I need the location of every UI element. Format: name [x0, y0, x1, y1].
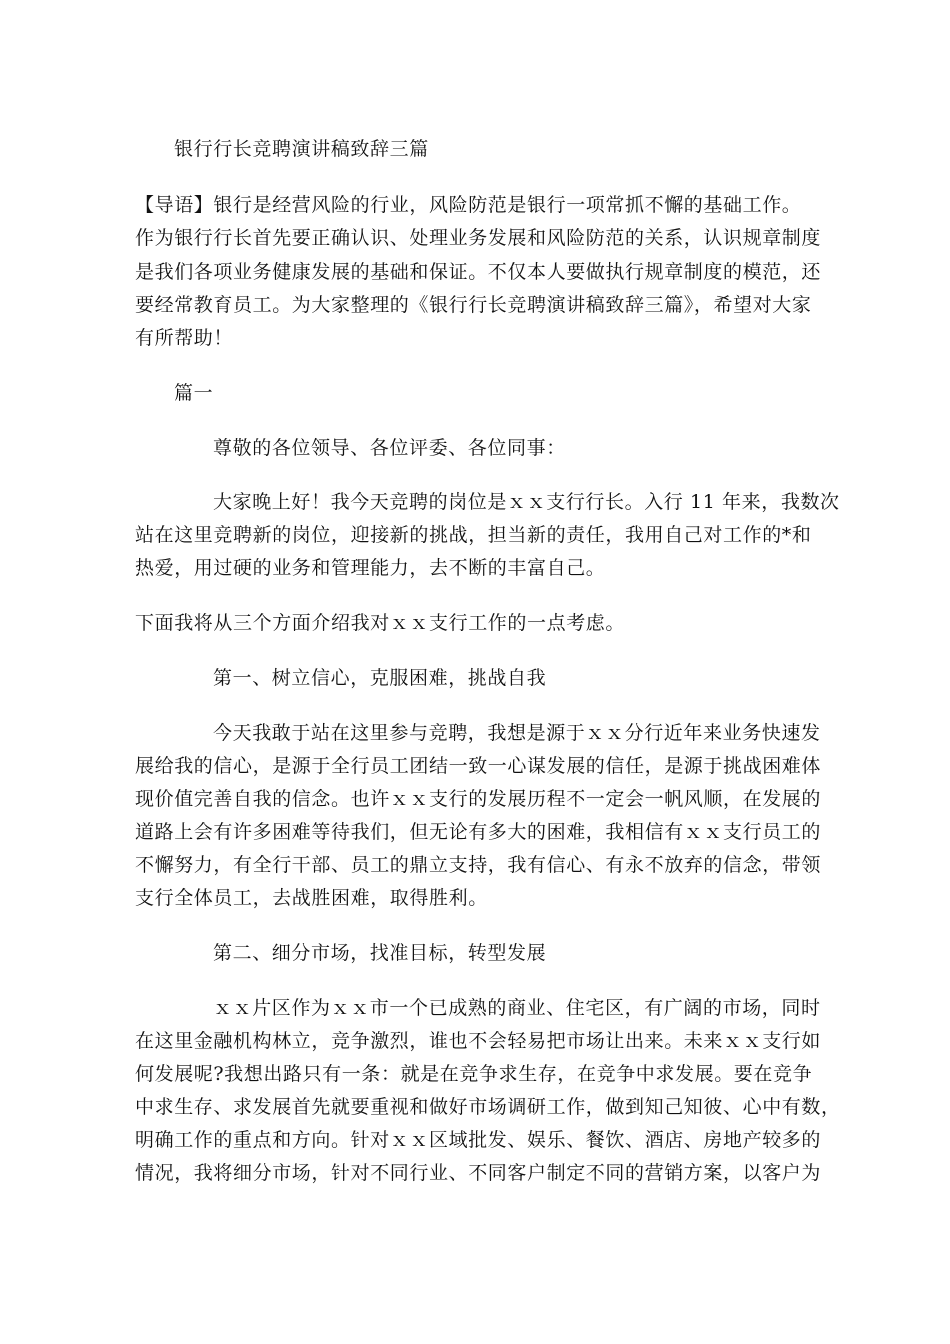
paragraph-line: 道路上会有许多困难等待我们，但无论有多大的困难，我相信有ｘｘ支行员工的 [135, 821, 822, 843]
paragraph-line: 下面我将从三个方面介绍我对ｘｘ支行工作的一点考虑。 [135, 612, 626, 634]
intro-line: 要经常教育员工。为大家整理的《银行行长竞聘演讲稿致辞三篇》，希望对大家 [135, 294, 812, 316]
document-title: 银行行长竞聘演讲稿致辞三篇 [174, 138, 429, 160]
section-heading: 第一、树立信心，克服困难，挑战自我 [213, 667, 547, 689]
section-heading: 第二、细分市场，找准目标，转型发展 [213, 942, 547, 964]
intro-line: 【导语】银行是经营风险的行业，风险防范是银行一项常抓不懈的基础工作。 [135, 194, 802, 216]
paragraph-line: 在这里金融机构林立，竞争激烈，谁也不会轻易把市场让出来。未来ｘｘ支行如 [135, 1030, 822, 1052]
paragraph-line: 现价值完善自我的信念。也许ｘｘ支行的发展历程不一定会一帆风顺，在发展的 [135, 788, 822, 810]
paragraph-line: 展给我的信心，是源于全行员工团结一致一心谋发展的信任，是源于挑战困难体 [135, 755, 822, 777]
paragraph-line: 今天我敢于站在这里参与竞聘，我想是源于ｘｘ分行近年来业务快速发 [213, 722, 821, 744]
section-label: 篇一 [174, 382, 214, 404]
paragraph-line: 大家晚上好！我今天竞聘的岗位是ｘｘ支行行长。入行 11 年来，我数次 [213, 491, 840, 513]
paragraph-line: 热爱，用过硬的业务和管理能力，去不断的丰富自己。 [135, 557, 606, 579]
paragraph-line: 中求生存、求发展首先就要重视和做好市场调研工作，做到知己知彼、心中有数， [135, 1096, 841, 1118]
intro-line: 有所帮助！ [135, 327, 234, 349]
paragraph-line: ｘｘ片区作为ｘｘ市一个已成熟的商业、住宅区，有广阔的市场，同时 [213, 997, 821, 1019]
paragraph-line: 明确工作的重点和方向。针对ｘｘ区域批发、娱乐、餐饮、酒店、房地产较多的 [135, 1129, 822, 1151]
paragraph-line: 不懈努力，有全行干部、员工的鼎立支持，我有信心、有永不放弃的信念，带领 [135, 854, 822, 876]
paragraph-line: 站在这里竞聘新的岗位，迎接新的挑战，担当新的责任，我用自己对工作的*和 [135, 524, 812, 546]
intro-line: 作为银行行长首先要正确认识、处理业务发展和风险防范的关系，认识规章制度 [135, 227, 822, 249]
paragraph-line: 支行全体员工，去战胜困难，取得胜利。 [135, 887, 488, 909]
paragraph-line: 何发展呢?我想出路只有一条：就是在竞争求生存，在竞争中求发展。要在竞争 [135, 1063, 813, 1085]
intro-line: 是我们各项业务健康发展的基础和保证。不仅本人要做执行规章制度的模范，还 [135, 261, 822, 283]
salutation: 尊敬的各位领导、各位评委、各位同事： [213, 437, 566, 459]
paragraph-line: 情况，我将细分市场，针对不同行业、不同客户制定不同的营销方案，以客户为 [135, 1162, 822, 1184]
